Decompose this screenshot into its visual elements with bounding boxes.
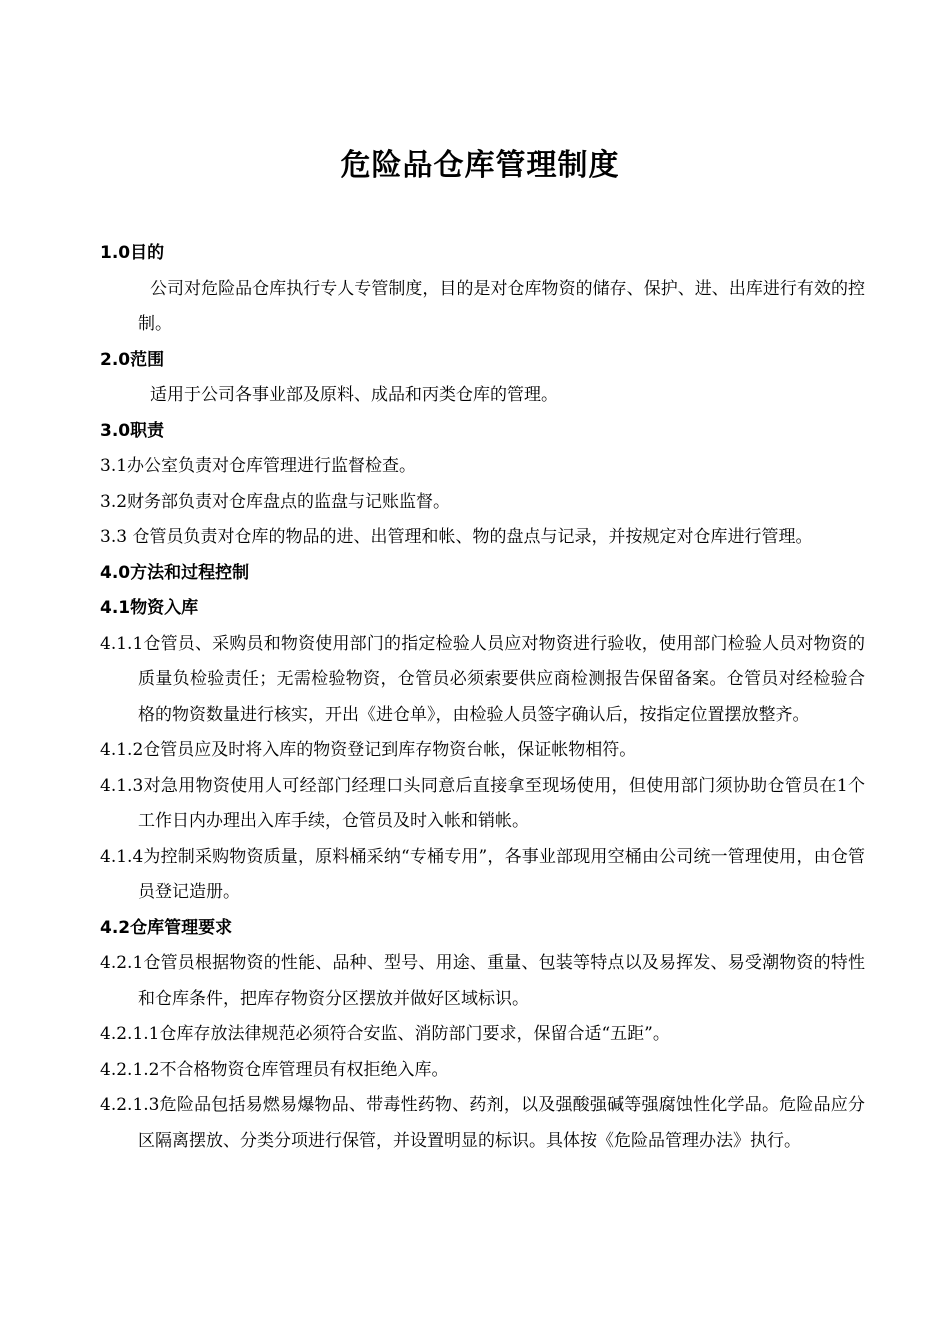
section-heading-inbound: 4.1物资入库: [100, 598, 199, 618]
document-body: [100, 236, 865, 1159]
paragraph-purpose: 公司对危险品仓库执行专人专管制度，目的是对仓库物资的储存、保护、进、出库进行有效的控制。: [138, 278, 865, 334]
clause-4-1-2: 4.1.2仓管员应及时将入库的物资登记到库存物资台帐，保证帐物相符。: [100, 740, 637, 760]
clause-3-3: 3.3 仓管员负责对仓库的物品的进、出管理和帐、物的盘点与记录，并按规定对仓库进行管理。: [100, 527, 813, 547]
clause-4-2-1-3: 4.2.1.3危险品包括易燃易爆物品、带毒性药物、药剂，以及强酸强碱等强腐蚀性化学品。危险品应分区隔离摆放、分类分项进行保管，并设置明显的标识。具体按《危险品管理办法》执行。: [100, 1095, 865, 1151]
section-heading-methods: 4.0方法和过程控制: [100, 562, 250, 583]
section-heading-scope: 2.0范围: [100, 349, 165, 370]
paragraph-scope: 适用于公司各事业部及原料、成品和丙类仓库的管理。: [150, 385, 558, 405]
clause-4-2-1: 4.2.1仓管员根据物资的性能、品种、型号、用途、重量、包装等特点以及易挥发、易受潮物资的特性和仓库条件，把库存物资分区摆放并做好区域标识。: [100, 953, 865, 1009]
clause-4-2-1-1: 4.2.1.1仓库存放法律规范必须符合安监、消防部门要求，保留合适“五距”。: [100, 1024, 670, 1044]
clause-4-1-1: 4.1.1仓管员、采购员和物资使用部门的指定检验人员应对物资进行验收，使用部门检验人员对物资的质量负检验责任；无需检验物资，仓管员必须索要供应商检测报告保留备案。仓管员对经检验合格的物资数量进行核实，开出《进仓单》，由检验人员签字确认后，按指定位置摆放整齐。: [100, 633, 865, 725]
clause-4-1-3: 4.1.3对急用物资使用人可经部门经理口头同意后直接拿至现场使用，但使用部门须协助仓管员在1个工作日内办理出入库手续，仓管员及时入帐和销帐。: [100, 775, 865, 831]
clause-4-2-1-2: 4.2.1.2不合格物资仓库管理员有权拒绝入库。: [100, 1059, 449, 1080]
section-heading-purpose: 1.0目的: [100, 243, 165, 263]
section-heading-responsibilities: 3.0职责: [100, 420, 165, 441]
document-title: 危险品仓库管理制度: [340, 148, 620, 183]
clause-3-2: 3.2财务部负责对仓库盘点的监盘与记账监督。: [100, 491, 451, 512]
section-heading-warehouse-requirements: 4.2仓库管理要求: [100, 917, 233, 938]
clause-3-1: 3.1办公室负责对仓库管理进行监督检查。: [100, 456, 417, 476]
clause-4-1-4: 4.1.4为控制采购物资质量，原料桶采纳“专桶专用”，各事业部现用空桶由公司统一管理使用，由仓管员登记造册。: [100, 846, 865, 902]
